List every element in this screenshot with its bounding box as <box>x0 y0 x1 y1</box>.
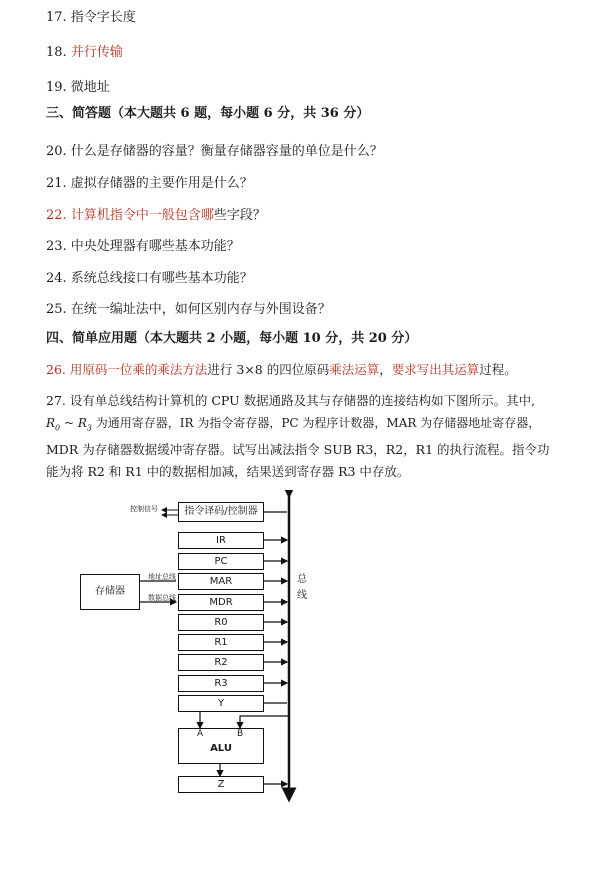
q27-line2-text: 为通用寄存器，IR 为指令寄存器，PC 为程序计数器，MAR 为存储器地址寄存器， <box>91 416 541 430</box>
question-22-num: 22. <box>46 208 67 223</box>
register-pc: PC <box>178 553 264 570</box>
register-mdr: MDR <box>178 594 264 611</box>
item-19: 19. 微地址 <box>46 80 110 95</box>
section-4-heading: 四、简单应用题（本大题共 2 小题，每小题 10 分，共 20 分） <box>46 331 418 346</box>
alu-input-a: A <box>197 729 204 739</box>
instruction-decoder-controller: 指令译码/控制器 <box>178 502 264 522</box>
question-26-text-d: ， <box>379 362 392 377</box>
alu-label: ALU <box>210 743 232 754</box>
question-27-line-3: MDR 为存储器数据缓冲寄存器。试写出减法指令 SUB R3，R2，R1 的执行流程。指令功 <box>46 442 550 458</box>
question-26 <box>46 360 517 378</box>
question-23: 23. 中央处理器有哪些基本功能？ <box>46 239 240 254</box>
question-22-text-a: 计算机指令中一般包含哪 <box>70 208 214 223</box>
register-r1: R1 <box>178 634 264 651</box>
question-24: 24. 系统总线接口有哪些基本功能？ <box>46 271 253 286</box>
diagram-connectors <box>0 490 600 850</box>
item-17: 17. 指令字长度 <box>46 10 136 25</box>
r-sub-0: 0 <box>55 423 61 433</box>
register-r3: R3 <box>178 675 264 692</box>
alu-input-b: B <box>237 729 244 739</box>
bus-label-bottom: 线 <box>297 590 307 601</box>
register-r2: R2 <box>178 654 264 671</box>
question-26-text-a: 用原码一位乘的乘法方法 <box>69 362 208 377</box>
data-bus-label: 数据总线 <box>148 594 176 602</box>
question-26-text-f: 过程。 <box>479 362 517 377</box>
question-27-line-2 <box>46 412 586 439</box>
question-22-text-b: 些字段？ <box>213 208 266 223</box>
bus-label-top: 总 <box>297 574 307 585</box>
question-27 <box>46 390 586 483</box>
question-21: 21. 虚拟存储器的主要作用是什么？ <box>46 176 253 191</box>
item-18-num: 18. <box>46 45 67 60</box>
address-bus-label: 地址总线 <box>148 573 176 581</box>
r-symbol: R <box>46 416 56 430</box>
register-r0: R0 <box>178 614 264 631</box>
question-26-num: 26. <box>46 362 66 377</box>
cpu-datapath-diagram <box>0 490 600 850</box>
item-18-text: 并行传输 <box>70 45 123 60</box>
register-ir: IR <box>178 532 264 549</box>
memory-box: 存储器 <box>80 574 140 610</box>
question-27-line-4: 能为将 R2 和 R1 中的数据相加减，结果送到寄存器 R3 中存放。 <box>46 464 410 480</box>
question-26-text-c: 乘法运算 <box>329 362 380 377</box>
alu-box <box>178 728 264 764</box>
question-27-line-1: 27. 设有单总线结构计算机的 CPU 数据通路及其与存储器的连接结构如下图所示。其中, <box>46 393 536 408</box>
register-mar: MAR <box>178 573 264 590</box>
question-26-text-b: 进行 3×8 的四位原码 <box>207 362 330 377</box>
question-25: 25. 在统一编址法中，如何区别内存与外围设备？ <box>46 302 331 317</box>
register-y: Y <box>178 695 264 712</box>
question-26-text-e: 要求写出其运算 <box>391 362 480 377</box>
control-signal-label: 控制信号 <box>130 505 158 513</box>
item-18 <box>46 41 123 60</box>
r-sub-3: 3 <box>86 423 92 433</box>
question-22 <box>46 204 266 223</box>
r-range: ~ R <box>60 416 87 430</box>
register-z: Z <box>178 776 264 793</box>
section-3-heading: 三、简答题（本大题共 6 题，每小题 6 分，共 36 分） <box>46 106 370 121</box>
question-20: 20. 什么是存储器的容量？衡量存储器容量的单位是什么？ <box>46 144 383 159</box>
